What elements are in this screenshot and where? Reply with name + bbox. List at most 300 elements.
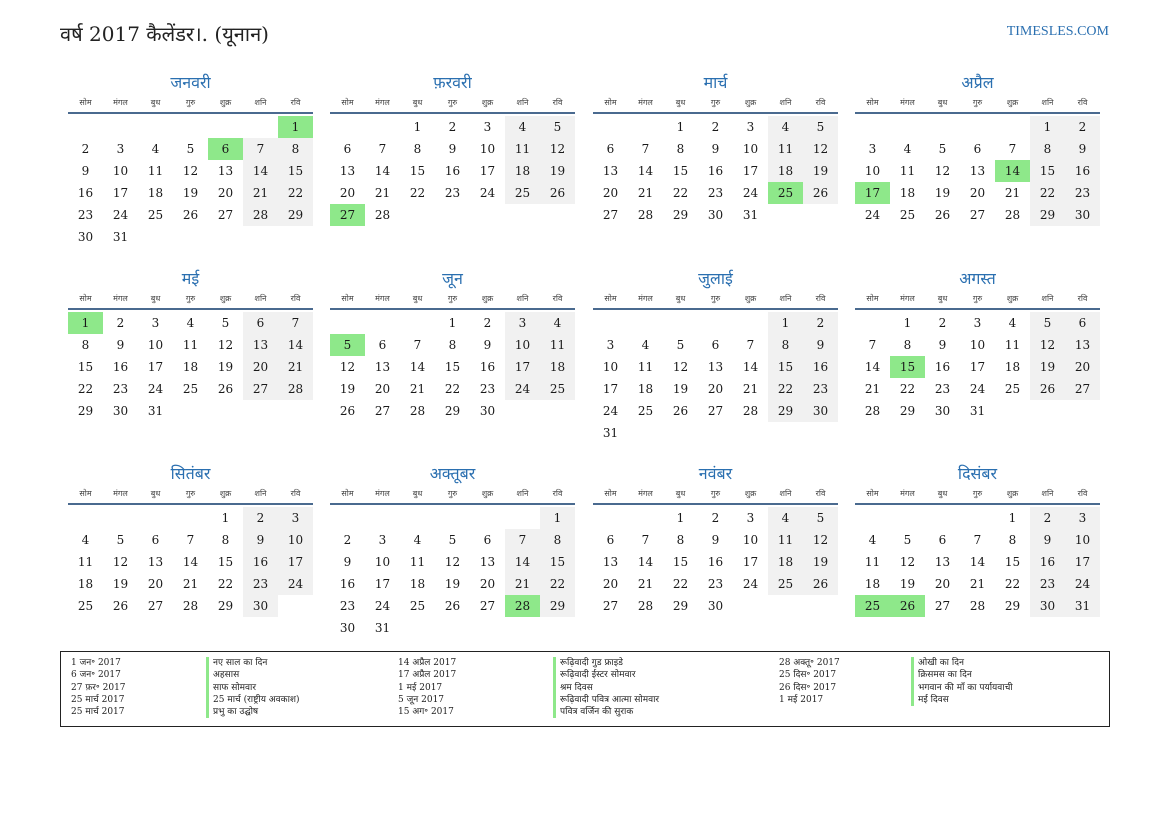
day-cell: 10 [278, 529, 313, 551]
day-cell: 3 [973, 316, 982, 330]
day-cell: 9 [81, 164, 90, 178]
day-cell: 29 [672, 599, 689, 613]
day-cell: 5 [1030, 312, 1065, 334]
empty-cell [103, 507, 138, 529]
day-cell: 17 [969, 360, 986, 374]
month-name: फ़रवरी [433, 73, 472, 92]
day-cell: 3 [278, 507, 313, 529]
day-cell: 27 [707, 404, 724, 418]
day-cell: 18 [182, 360, 199, 374]
day-cell: 30 [479, 404, 496, 418]
day-cell: 5 [903, 533, 912, 547]
day-cell: 2 [1030, 507, 1065, 529]
day-cell: 20 [602, 577, 619, 591]
empty-cell [365, 312, 400, 334]
day-cell: 26 [112, 599, 129, 613]
month-block [855, 463, 1100, 617]
day-cell: 25 [77, 599, 94, 613]
day-cell: 3 [151, 316, 160, 330]
day-cell: 16 [479, 360, 496, 374]
weekday-label: सोम [604, 294, 617, 303]
day-cell: 6 [606, 533, 615, 547]
day-cell: 4 [81, 533, 90, 547]
legend-holiday-name: श्रम दिवस [553, 682, 659, 694]
legend-holiday-name: मई दिवस [911, 694, 1013, 706]
day-cell: 7 [1008, 142, 1017, 156]
day-cell: 22 [672, 186, 689, 200]
day-cell: 19 [803, 160, 838, 182]
day-cell: 16 [934, 360, 951, 374]
empty-cell [330, 312, 365, 334]
day-cell: 19 [217, 360, 234, 374]
day-cell: 17 [479, 164, 496, 178]
holiday-day-cell: 27 [330, 204, 365, 226]
day-cell: 15 [1030, 160, 1065, 182]
day-cell: 17 [602, 382, 619, 396]
weekday-label: शुक्र [481, 98, 494, 107]
day-cell: 24 [147, 382, 164, 396]
legend-holiday-name: रूढ़िवादी पवित्र आत्मा सोमवार [553, 694, 659, 706]
day-cell: 12 [803, 138, 838, 160]
weekday-label: गुरु [185, 98, 196, 107]
day-cell: 22 [278, 182, 313, 204]
weekday-label: रवि [1077, 489, 1088, 498]
empty-cell [138, 116, 173, 138]
day-cell: 18 [768, 551, 803, 573]
day-cell: 5 [448, 533, 457, 547]
day-cell: 2 [81, 142, 90, 156]
day-cell: 22 [444, 382, 461, 396]
weekday-label: गुरु [710, 489, 721, 498]
day-cell: 26 [182, 208, 199, 222]
day-cell: 11 [864, 555, 881, 569]
day-cell: 5 [116, 533, 125, 547]
day-cell: 27 [217, 208, 234, 222]
holiday-day-cell: 17 [855, 182, 890, 204]
day-cell: 6 [606, 142, 615, 156]
weekday-label: बुध [937, 294, 948, 303]
day-cell: 13 [934, 555, 951, 569]
day-cell: 5 [221, 316, 230, 330]
legend-holiday-name: क्रिसमस का दिन [911, 669, 1013, 681]
month-block [593, 463, 838, 617]
day-cell: 9 [711, 533, 720, 547]
day-grid [593, 116, 838, 226]
weekday-label: गुरु [972, 294, 983, 303]
weekday-label: शुक्र [1006, 489, 1019, 498]
day-cell: 10 [505, 334, 540, 356]
day-cell: 10 [742, 142, 759, 156]
day-cell: 10 [602, 360, 619, 374]
day-cell: 19 [444, 577, 461, 591]
day-cell: 24 [602, 404, 619, 418]
legend-dates-2 [398, 657, 456, 718]
site-link[interactable]: TIMESLES.COM [1006, 24, 1109, 39]
day-cell: 16 [112, 360, 129, 374]
weekday-label: बुध [937, 489, 948, 498]
day-cell: 30 [803, 400, 838, 422]
legend-holiday-date: 17 अप्रैल 2017 [398, 670, 457, 681]
legend-holiday-name: प्रभु का उद्घोष [206, 706, 300, 718]
day-cell: 6 [483, 533, 492, 547]
month-block [593, 268, 838, 444]
day-cell: 12 [182, 164, 199, 178]
day-cell: 14 [278, 334, 313, 356]
day-cell: 16 [707, 164, 724, 178]
day-cell: 15 [768, 356, 803, 378]
day-cell: 14 [409, 360, 426, 374]
day-cell: 29 [217, 599, 234, 613]
day-cell: 1 [413, 120, 422, 134]
weekday-label: शनि [779, 294, 792, 303]
weekday-label: रवि [815, 98, 826, 107]
day-cell: 29 [444, 404, 461, 418]
weekday-header [593, 487, 838, 505]
day-cell: 30 [112, 404, 129, 418]
day-cell: 17 [374, 577, 391, 591]
weekday-label: सोम [866, 98, 879, 107]
empty-cell [435, 507, 470, 529]
day-cell: 8 [768, 334, 803, 356]
day-cell: 13 [217, 164, 234, 178]
weekday-label: गुरु [972, 489, 983, 498]
day-cell: 2 [711, 511, 720, 525]
day-cell: 23 [479, 382, 496, 396]
day-cell: 28 [637, 599, 654, 613]
day-cell: 13 [479, 555, 496, 569]
day-cell: 28 [637, 208, 654, 222]
day-cell: 3 [746, 511, 755, 525]
day-cell: 28 [864, 404, 881, 418]
weekday-label: सोम [604, 489, 617, 498]
day-cell: 12 [899, 555, 916, 569]
day-cell: 25 [505, 182, 540, 204]
holiday-day-cell: 25 [768, 182, 803, 204]
day-cell: 24 [1065, 573, 1100, 595]
day-cell: 21 [278, 356, 313, 378]
day-cell: 22 [540, 573, 575, 595]
day-cell: 22 [1004, 577, 1021, 591]
weekday-label: शनि [254, 294, 267, 303]
day-cell: 26 [444, 599, 461, 613]
day-cell: 30 [707, 208, 724, 222]
day-cell: 10 [479, 142, 496, 156]
legend-holiday-name: ओखी का दिन [911, 657, 1013, 669]
day-cell: 18 [540, 356, 575, 378]
day-cell: 26 [1030, 378, 1065, 400]
day-cell: 30 [1030, 595, 1065, 617]
empty-cell [925, 507, 960, 529]
day-cell: 8 [676, 142, 685, 156]
day-cell: 26 [217, 382, 234, 396]
weekday-label: गुरु [972, 98, 983, 107]
weekday-header [68, 487, 313, 505]
day-cell: 4 [868, 533, 877, 547]
day-cell: 7 [278, 312, 313, 334]
weekday-label: मंगल [113, 489, 128, 498]
legend-names-2 [553, 657, 659, 718]
weekday-label: बुध [412, 98, 423, 107]
day-cell: 31 [969, 404, 986, 418]
day-cell: 8 [540, 529, 575, 551]
empty-cell [960, 116, 995, 138]
day-cell: 7 [413, 338, 422, 352]
weekday-label: मंगल [375, 98, 390, 107]
day-cell: 1 [1008, 511, 1017, 525]
day-cell: 2 [938, 316, 947, 330]
weekday-label: मंगल [900, 98, 915, 107]
day-cell: 19 [182, 186, 199, 200]
day-cell: 18 [899, 186, 916, 200]
day-cell: 11 [409, 555, 426, 569]
day-cell: 27 [147, 599, 164, 613]
empty-cell [68, 507, 103, 529]
legend-holiday-name: पवित्र वर्जिन की सुराक [553, 706, 659, 718]
day-cell: 24 [969, 382, 986, 396]
weekday-label: मंगल [113, 294, 128, 303]
legend-names-1 [206, 657, 300, 718]
day-cell: 12 [444, 555, 461, 569]
weekday-label: रवि [815, 489, 826, 498]
day-cell: 1 [448, 316, 457, 330]
day-cell: 6 [711, 338, 720, 352]
day-cell: 28 [182, 599, 199, 613]
legend-holiday-date: 1 मई 2017 [398, 682, 443, 693]
day-cell: 20 [243, 356, 278, 378]
day-cell: 9 [1065, 138, 1100, 160]
day-cell: 30 [707, 599, 724, 613]
weekday-label: शुक्र [219, 98, 232, 107]
day-cell: 3 [606, 338, 615, 352]
month-name: नवंबर [698, 464, 733, 483]
day-cell: 29 [278, 204, 313, 226]
day-grid [330, 116, 575, 226]
day-cell: 29 [540, 595, 575, 617]
empty-cell [505, 507, 540, 529]
month-name: जनवरी [170, 73, 211, 92]
weekday-label: गुरु [185, 294, 196, 303]
day-cell: 28 [1004, 208, 1021, 222]
weekday-label: शनि [254, 98, 267, 107]
month-name: जुलाई [698, 269, 733, 288]
legend-holiday-date: 5 जून 2017 [398, 694, 445, 705]
month-block [855, 72, 1100, 226]
day-cell: 4 [413, 533, 422, 547]
weekday-label: गुरु [710, 98, 721, 107]
day-cell: 19 [672, 382, 689, 396]
weekday-label: मंगल [638, 489, 653, 498]
holiday-legend [60, 651, 1110, 727]
day-cell: 6 [243, 312, 278, 334]
day-cell: 16 [803, 356, 838, 378]
day-cell: 27 [602, 208, 619, 222]
day-cell: 8 [221, 533, 230, 547]
holiday-day-cell: 1 [278, 116, 313, 138]
empty-cell [960, 507, 995, 529]
day-cell: 13 [602, 164, 619, 178]
day-cell: 3 [868, 142, 877, 156]
empty-cell [400, 312, 435, 334]
legend-holiday-date: 28 अक्तू॰ 2017 [779, 658, 840, 668]
day-cell: 19 [899, 577, 916, 591]
empty-cell [173, 116, 208, 138]
day-cell: 1 [768, 312, 803, 334]
empty-cell [855, 507, 890, 529]
month-block [330, 463, 575, 639]
empty-cell [365, 507, 400, 529]
day-cell: 6 [151, 533, 160, 547]
day-cell: 14 [505, 551, 540, 573]
weekday-label: बुध [937, 98, 948, 107]
day-cell: 6 [1065, 312, 1100, 334]
day-cell: 25 [899, 208, 916, 222]
day-cell: 1 [676, 511, 685, 525]
day-cell: 5 [186, 142, 195, 156]
day-cell: 3 [483, 120, 492, 134]
day-cell: 13 [969, 164, 986, 178]
day-cell: 15 [672, 164, 689, 178]
day-cell: 7 [641, 533, 650, 547]
weekday-header [68, 96, 313, 114]
day-cell: 23 [1065, 182, 1100, 204]
weekday-header [855, 96, 1100, 114]
month-name: अक्तूबर [429, 464, 476, 483]
weekday-label: शुक्र [219, 489, 232, 498]
day-cell: 1 [903, 316, 912, 330]
day-cell: 22 [409, 186, 426, 200]
day-grid [330, 312, 575, 422]
day-cell: 15 [278, 160, 313, 182]
day-cell: 23 [339, 599, 356, 613]
day-cell: 10 [742, 533, 759, 547]
day-cell: 22 [899, 382, 916, 396]
day-cell: 3 [116, 142, 125, 156]
legend-holiday-name: अहसास [206, 669, 300, 681]
day-cell: 16 [1065, 160, 1100, 182]
weekday-label: शनि [1041, 98, 1054, 107]
day-cell: 30 [243, 595, 278, 617]
day-cell: 8 [448, 338, 457, 352]
weekday-label: शनि [516, 98, 529, 107]
weekday-label: बुध [675, 294, 686, 303]
day-cell: 7 [868, 338, 877, 352]
empty-cell [330, 507, 365, 529]
day-cell: 18 [768, 160, 803, 182]
day-cell: 14 [742, 360, 759, 374]
day-cell: 18 [637, 382, 654, 396]
day-cell: 11 [637, 360, 654, 374]
day-cell: 2 [483, 316, 492, 330]
weekday-label: गुरु [447, 294, 458, 303]
day-cell: 28 [243, 204, 278, 226]
day-cell: 9 [343, 555, 352, 569]
day-cell: 10 [112, 164, 129, 178]
day-cell: 15 [409, 164, 426, 178]
weekday-label: शुक्र [481, 489, 494, 498]
day-cell: 10 [374, 555, 391, 569]
legend-holiday-date: 14 अप्रैल 2017 [398, 658, 457, 668]
day-cell: 6 [378, 338, 387, 352]
day-cell: 22 [1030, 182, 1065, 204]
month-name: दिसंबर [957, 464, 998, 483]
weekday-label: शुक्र [481, 294, 494, 303]
day-cell: 8 [278, 138, 313, 160]
day-cell: 13 [243, 334, 278, 356]
day-cell: 26 [934, 208, 951, 222]
day-cell: 11 [768, 529, 803, 551]
day-cell: 22 [77, 382, 94, 396]
day-cell: 20 [339, 186, 356, 200]
legend-holiday-date: 25 दिस॰ 2017 [779, 670, 837, 681]
weekday-label: सोम [341, 489, 354, 498]
day-cell: 1 [676, 120, 685, 134]
day-cell: 6 [973, 142, 982, 156]
day-cell: 20 [479, 577, 496, 591]
day-cell: 19 [803, 551, 838, 573]
day-cell: 21 [243, 182, 278, 204]
day-cell: 29 [1004, 599, 1021, 613]
weekday-label: रवि [815, 294, 826, 303]
month-block [593, 72, 838, 226]
day-cell: 14 [374, 164, 391, 178]
day-cell: 2 [711, 120, 720, 134]
day-cell: 26 [803, 573, 838, 595]
weekday-header [330, 96, 575, 114]
weekday-label: रवि [552, 98, 563, 107]
day-cell: 1 [1030, 116, 1065, 138]
month-name: मार्च [703, 73, 728, 92]
weekday-header [330, 487, 575, 505]
day-cell: 23 [243, 573, 278, 595]
holiday-day-cell: 6 [208, 138, 243, 160]
holiday-day-cell: 15 [890, 356, 925, 378]
weekday-label: बुध [675, 489, 686, 498]
month-block [68, 463, 313, 617]
day-grid [593, 507, 838, 617]
weekday-label: गुरु [447, 98, 458, 107]
weekday-label: गुरु [447, 489, 458, 498]
legend-holiday-name: रूढ़िवादी गुड फ्राइडे [553, 657, 659, 669]
legend-holiday-date: 1 जन॰ 2017 [71, 658, 121, 668]
day-cell: 1 [540, 507, 575, 529]
day-cell: 14 [864, 360, 881, 374]
weekday-label: शुक्र [1006, 98, 1019, 107]
day-cell: 18 [864, 577, 881, 591]
day-cell: 7 [641, 142, 650, 156]
day-cell: 20 [1065, 356, 1100, 378]
holiday-day-cell: 25 [855, 595, 890, 617]
legend-holiday-name: नए साल का दिन [206, 657, 300, 669]
day-cell: 12 [1030, 334, 1065, 356]
weekday-label: गुरु [710, 294, 721, 303]
day-cell: 14 [637, 164, 654, 178]
day-grid [68, 312, 313, 422]
weekday-label: शुक्र [744, 489, 757, 498]
day-cell: 5 [676, 338, 685, 352]
weekday-label: बुध [150, 98, 161, 107]
day-cell: 21 [1004, 186, 1021, 200]
day-grid [330, 507, 575, 639]
day-cell: 5 [540, 116, 575, 138]
day-cell: 8 [1030, 138, 1065, 160]
weekday-header [330, 292, 575, 310]
day-cell: 4 [641, 338, 650, 352]
day-cell: 26 [803, 182, 838, 204]
day-cell: 22 [768, 378, 803, 400]
legend-holiday-date: 26 दिस॰ 2017 [779, 682, 837, 693]
empty-cell [855, 116, 890, 138]
month-name: सितंबर [170, 464, 211, 483]
